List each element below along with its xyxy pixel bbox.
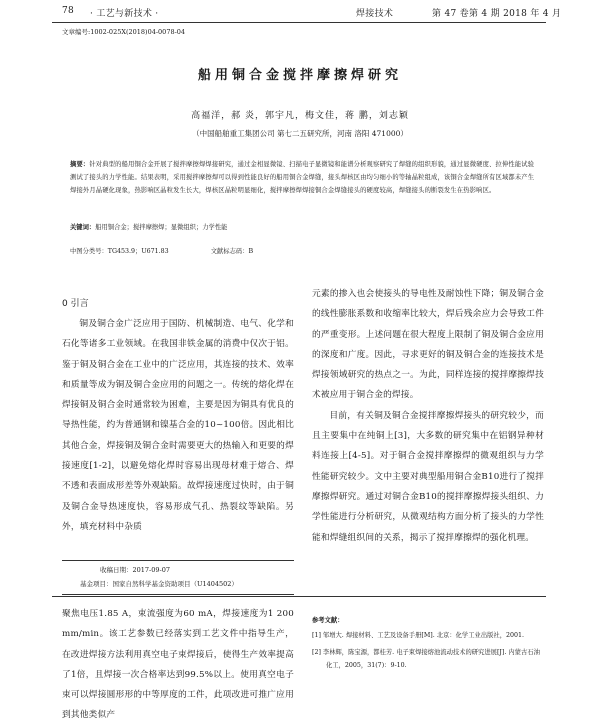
affiliation: （中国船舶重工集团公司 第七二五研究所，河南 洛阳 471000） xyxy=(192,129,408,138)
intro-left-column xyxy=(62,314,294,537)
fund-info: 基金项目：国家自然科学基金资助项目（U1404502） xyxy=(80,580,238,588)
footnote-bottom-rule xyxy=(62,594,294,595)
paper-title: 船用铜合金搅拌摩擦焊研究 xyxy=(197,68,402,83)
references xyxy=(312,614,544,672)
keywords-text: 船用铜合金；搅拌摩擦焊；显微组织；力学性能 xyxy=(95,224,228,231)
journal-name: 焊接技术 xyxy=(356,9,394,19)
abstract-label: 摘要： xyxy=(70,161,90,168)
authors: 高福洋，郝 炎，郭宇凡，梅文佳，蒋 鹏，刘志颖 xyxy=(191,111,409,121)
clc-label: 中图分类号： xyxy=(70,248,108,255)
references-title: 参考文献： xyxy=(312,617,344,624)
keywords xyxy=(70,222,540,231)
reference-item: [1] 邹增大. 焊接材料、工艺及设备手册[M]. 北京：化学工业出版社，2001. xyxy=(312,632,525,639)
journal-section: · 工艺与新技术 · xyxy=(90,9,159,19)
abstract xyxy=(70,158,540,197)
page-number: 78 xyxy=(62,6,75,16)
intro-right-column xyxy=(312,284,544,548)
reference-item: [2] 李林辉，陈宝源，都桂芳. 电子束焊接熔池流动技术的研究进展[J]. 内蒙古石油化工，2005，31(7)：9-10. xyxy=(312,649,540,669)
prev-article-text: 聚焦电压1.85 A，束流强度为60 mA，焊接速度为1 200 mm/min。该工艺参数已经落实到工艺文件中指导生产，在改进焊接方法利用真空电子束焊接后，使得生产效率提高了1倍，且焊接一次合格率达到99.5%以上。使用真空电子束可以焊接圆形形的中等厚度的工件，此项改进可推广应用到其他类似产 xyxy=(62,609,294,721)
section-intro-heading: 0 引言 xyxy=(62,299,89,309)
intro-paragraph-1: 铜及铜合金广泛应用于国防、机械制造、电气、化学和石化等诸多工业领域。在我国非铁金属的消费中仅次于铝。鉴于铜及铜合金在工业中的广泛应用，其连接的技术、效率和质量等成为铜及铜合金应用的问题之一。传统的熔化焊在焊接铜及铜合金时通常较为困难，主要是因为铜具有优良的导热性能，约为普通钢和镍基合金的10~100倍。因此相比其他合金，焊接铜及铜合金时需要更大的热输入和更要的焊接速度[1-2]，以避免熔化焊时容易出现母材难于熔合、焊不透和表面成形差等外观缺陷。故焊接速度过快时，由于铜及铜合金导热速度快，容易形成气孔、热裂纹等缺陷。另外，填充材料中杂质 xyxy=(62,319,294,532)
classification xyxy=(70,246,540,255)
article-separator-rule xyxy=(52,596,546,597)
article-id: 文章编号:1002-025X(2018)04-0078-04 xyxy=(62,28,186,36)
doc-code: B xyxy=(248,248,254,255)
clc-code: TG453.9；U671.83 xyxy=(107,248,169,255)
intro-paragraph-2: 目前，有关铜及铜合金搅拌摩擦焊接头的研究较少，而且主要集中在纯铜上[3]，大多数的研究集中在铝钢异种材料连接上[4-5]。对于铜合金搅拌摩擦焊的微观组织与力学性能研究较少。文中主要对典型船用铜合金B10进行了搅拌摩擦焊研究。通过对铜合金B10的搅拌摩擦焊接头组织、力学性能进行分析研究，从微观结构方面分析了接头的力学性能和焊缝组织间的关系，揭示了搅拌摩擦焊的强化机理。 xyxy=(312,410,544,543)
doc-code-label: 文献标志码： xyxy=(210,248,249,255)
footnote-rule xyxy=(62,560,294,561)
intro-paragraph-1-cont: 元素的掺入也会使接头的导电性及耐蚀性下降；铜及铜合金的线性膨胀系数和收缩率比较大，焊后残余应力会导致工件的严重变形。上述问题在很大程度上限制了铜及铜合金应用的深度和广度。因此，寻求更好的铜及铜合金的连接技术是焊接领域研究的热点之一。为此，同样连接的搅拌摩擦焊技术被应用于铜合金的焊接。 xyxy=(312,289,544,401)
abstract-text: 针对典型的船用铜合金开展了搅拌摩擦焊焊接研究，通过金相显微镜、扫描电子显微镜和能谱分析观察研究了焊缝的组织形貌，通过显微硬度、拉伸性能试验测试了接头的力学性能。结果表明，采用搅拌摩擦焊可以得到性能良好的船用铜合金焊缝，接头焊核区由均匀细小的等轴晶粒组成，该铜合金焊缝所有区域都未产生焊接外月晶硬化现象，热影响区晶粒发生长大，焊核区晶粒明显细化，搅拌摩擦焊焊接铜合金焊缝接头的硬度较高，焊缝接头的断裂发生在热影响区。 xyxy=(70,161,535,194)
keywords-label: 关键词： xyxy=(70,224,96,231)
header-rule xyxy=(52,22,546,23)
received-date: 收稿日期：2017-09-07 xyxy=(100,566,170,574)
journal-issue: 第 47 卷第 4 期 2018 年 4 月 xyxy=(432,9,562,19)
